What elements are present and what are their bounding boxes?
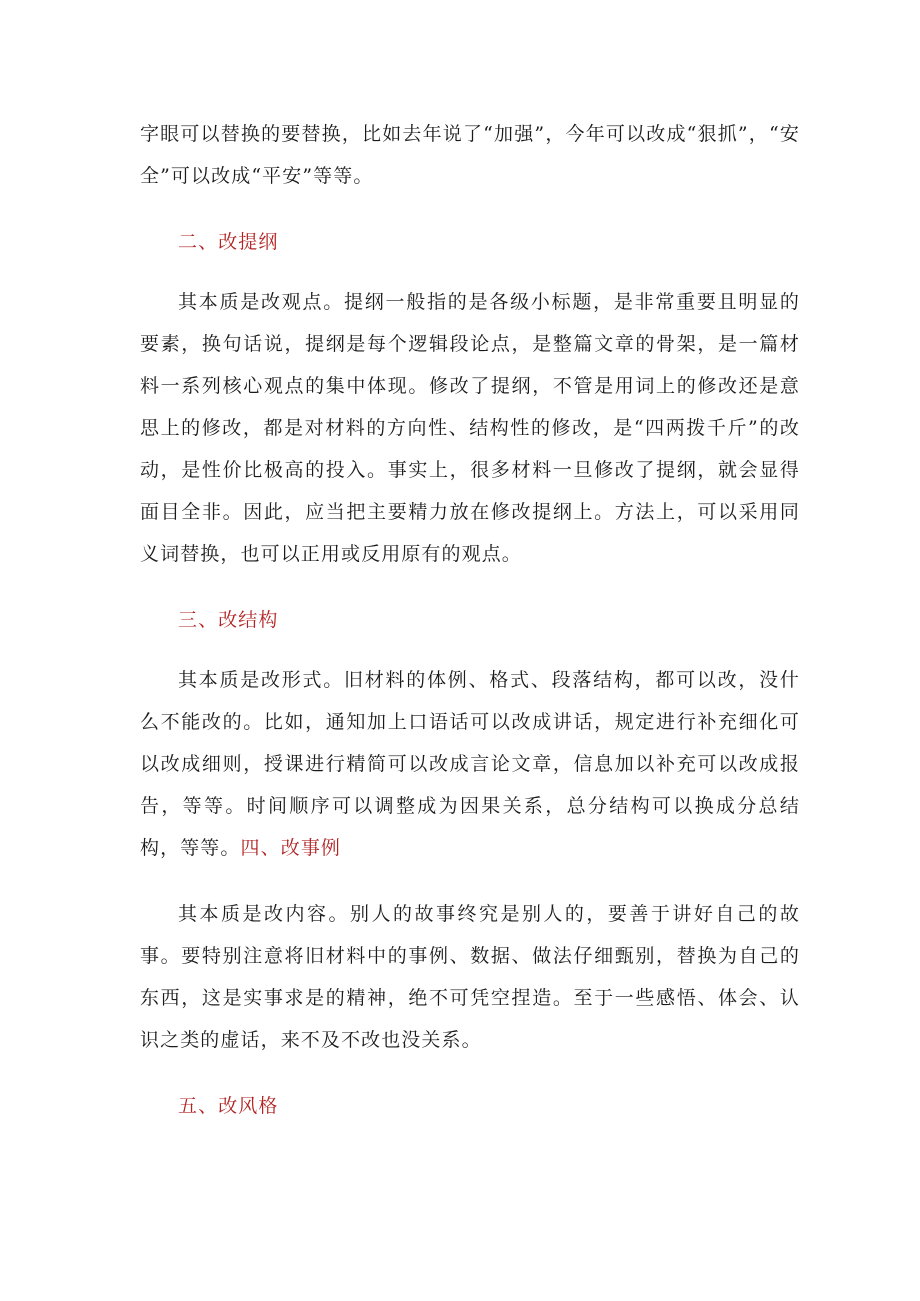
section-body-outline: 其本质是改观点。提纲一般指的是各级小标题，是非常重要且明显的要素，换句话说，提纲是每个逻辑段论点，是整篇文章的骨架，是一篇材料一系列核心观点的集中体现。修改了提纲，不管是用词上的修改还是意思上的修改，都是对材料的方向性、结构性的修改，是“四两拨千斤”的改动，是性价比极高的投入。事实上，很多材料一旦修改了提纲，就会显得面目全非。因此，应当把主要精力放在修改提纲上。方法上，可以采用同义词替换，也可以正用或反用原有的观点。 bbox=[140, 291, 800, 565]
section-body-structure-text: 其本质是改形式。旧材料的体例、格式、段落结构，都可以改，没什么不能改的。比如，通知加上口语话可以改成讲话，规定进行补充细化可以改成细则，授课进行精简可以改成言论文章，信息加以补充可以改成报告，等等。时间顺序可以调整成为因果关系，总分结构可以换成分总结构，等等。 bbox=[140, 669, 800, 859]
document-page bbox=[140, 113, 800, 1127]
section-heading-examples: 四、改事例 bbox=[240, 837, 342, 859]
intro-paragraph: 字眼可以替换的要替换，比如去年说了“加强”，今年可以改成“狠抓”，“安全”可以改成“平安”等等。 bbox=[140, 123, 800, 187]
section-heading-outline: 二、改提纲 bbox=[178, 231, 279, 253]
section-body-structure bbox=[140, 659, 800, 869]
section-body-examples: 其本质是改内容。别人的故事终究是别人的，要善于讲好自己的故事。要特别注意将旧材料中的事例、数据、做法仔细甄别，替换为自己的东西，这是实事求是的精神，绝不可凭空捏造。至于一些感悟、体会、认识之类的虚话，来不及不改也没关系。 bbox=[140, 903, 800, 1051]
section-heading-structure: 三、改结构 bbox=[178, 609, 279, 631]
section-heading-style: 五、改风格 bbox=[178, 1095, 279, 1117]
